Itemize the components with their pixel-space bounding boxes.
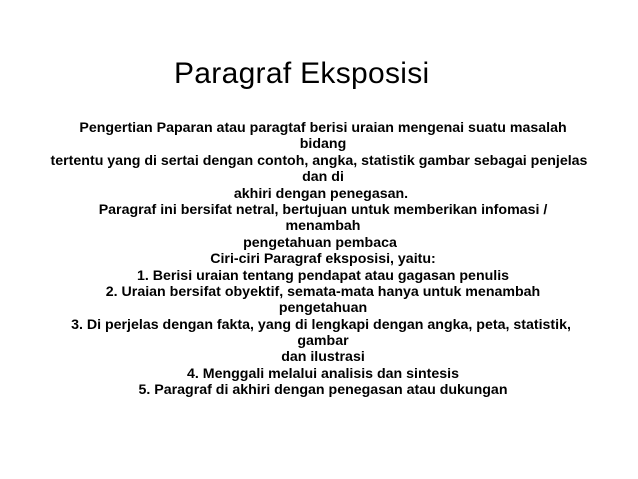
body-line: akhiri dengan penegasan.	[233, 185, 409, 202]
list-item-continuation: pengetahuan	[278, 300, 368, 317]
body-line: menambah	[285, 218, 361, 235]
list-item-continuation: dan ilustrasi	[281, 349, 365, 366]
list-item: 5. Paragraf di akhiri dengan penegasan atau dukungan	[138, 382, 508, 399]
body-line: Pengertian Paparan atau paragtaf berisi uraian mengenai suatu masalah	[79, 120, 567, 136]
list-item: 2. Uraian bersifat obyektif, semata-mata hanya untuk menambah	[105, 283, 541, 300]
body-line: bidang	[299, 136, 347, 153]
body-line: Paragraf ini bersifat netral, bertujuan untuk memberikan infomasi /	[98, 201, 548, 218]
list-item: 4. Menggali melalui analisis dan sintesis	[186, 365, 460, 382]
list-item: 3. Di perjelas dengan fakta, yang di lengkapi dengan angka, peta, statistik,	[71, 316, 571, 333]
list-item-continuation: gambar	[297, 333, 349, 350]
body-line: tertentu yang di sertai dengan contoh, angka, statistik gambar sebagai penjelas	[50, 152, 588, 169]
body-line: Ciri-ciri Paragraf eksposisi, yaitu:	[210, 251, 436, 268]
slide-title: Paragraf Eksposisi	[174, 57, 430, 90]
slide-body	[0, 120, 638, 399]
body-line: pengetahuan pembaca	[243, 234, 397, 251]
body-line: dan di	[302, 169, 344, 186]
list-item: 1. Berisi uraian tentang pendapat atau gagasan penulis	[136, 267, 510, 284]
